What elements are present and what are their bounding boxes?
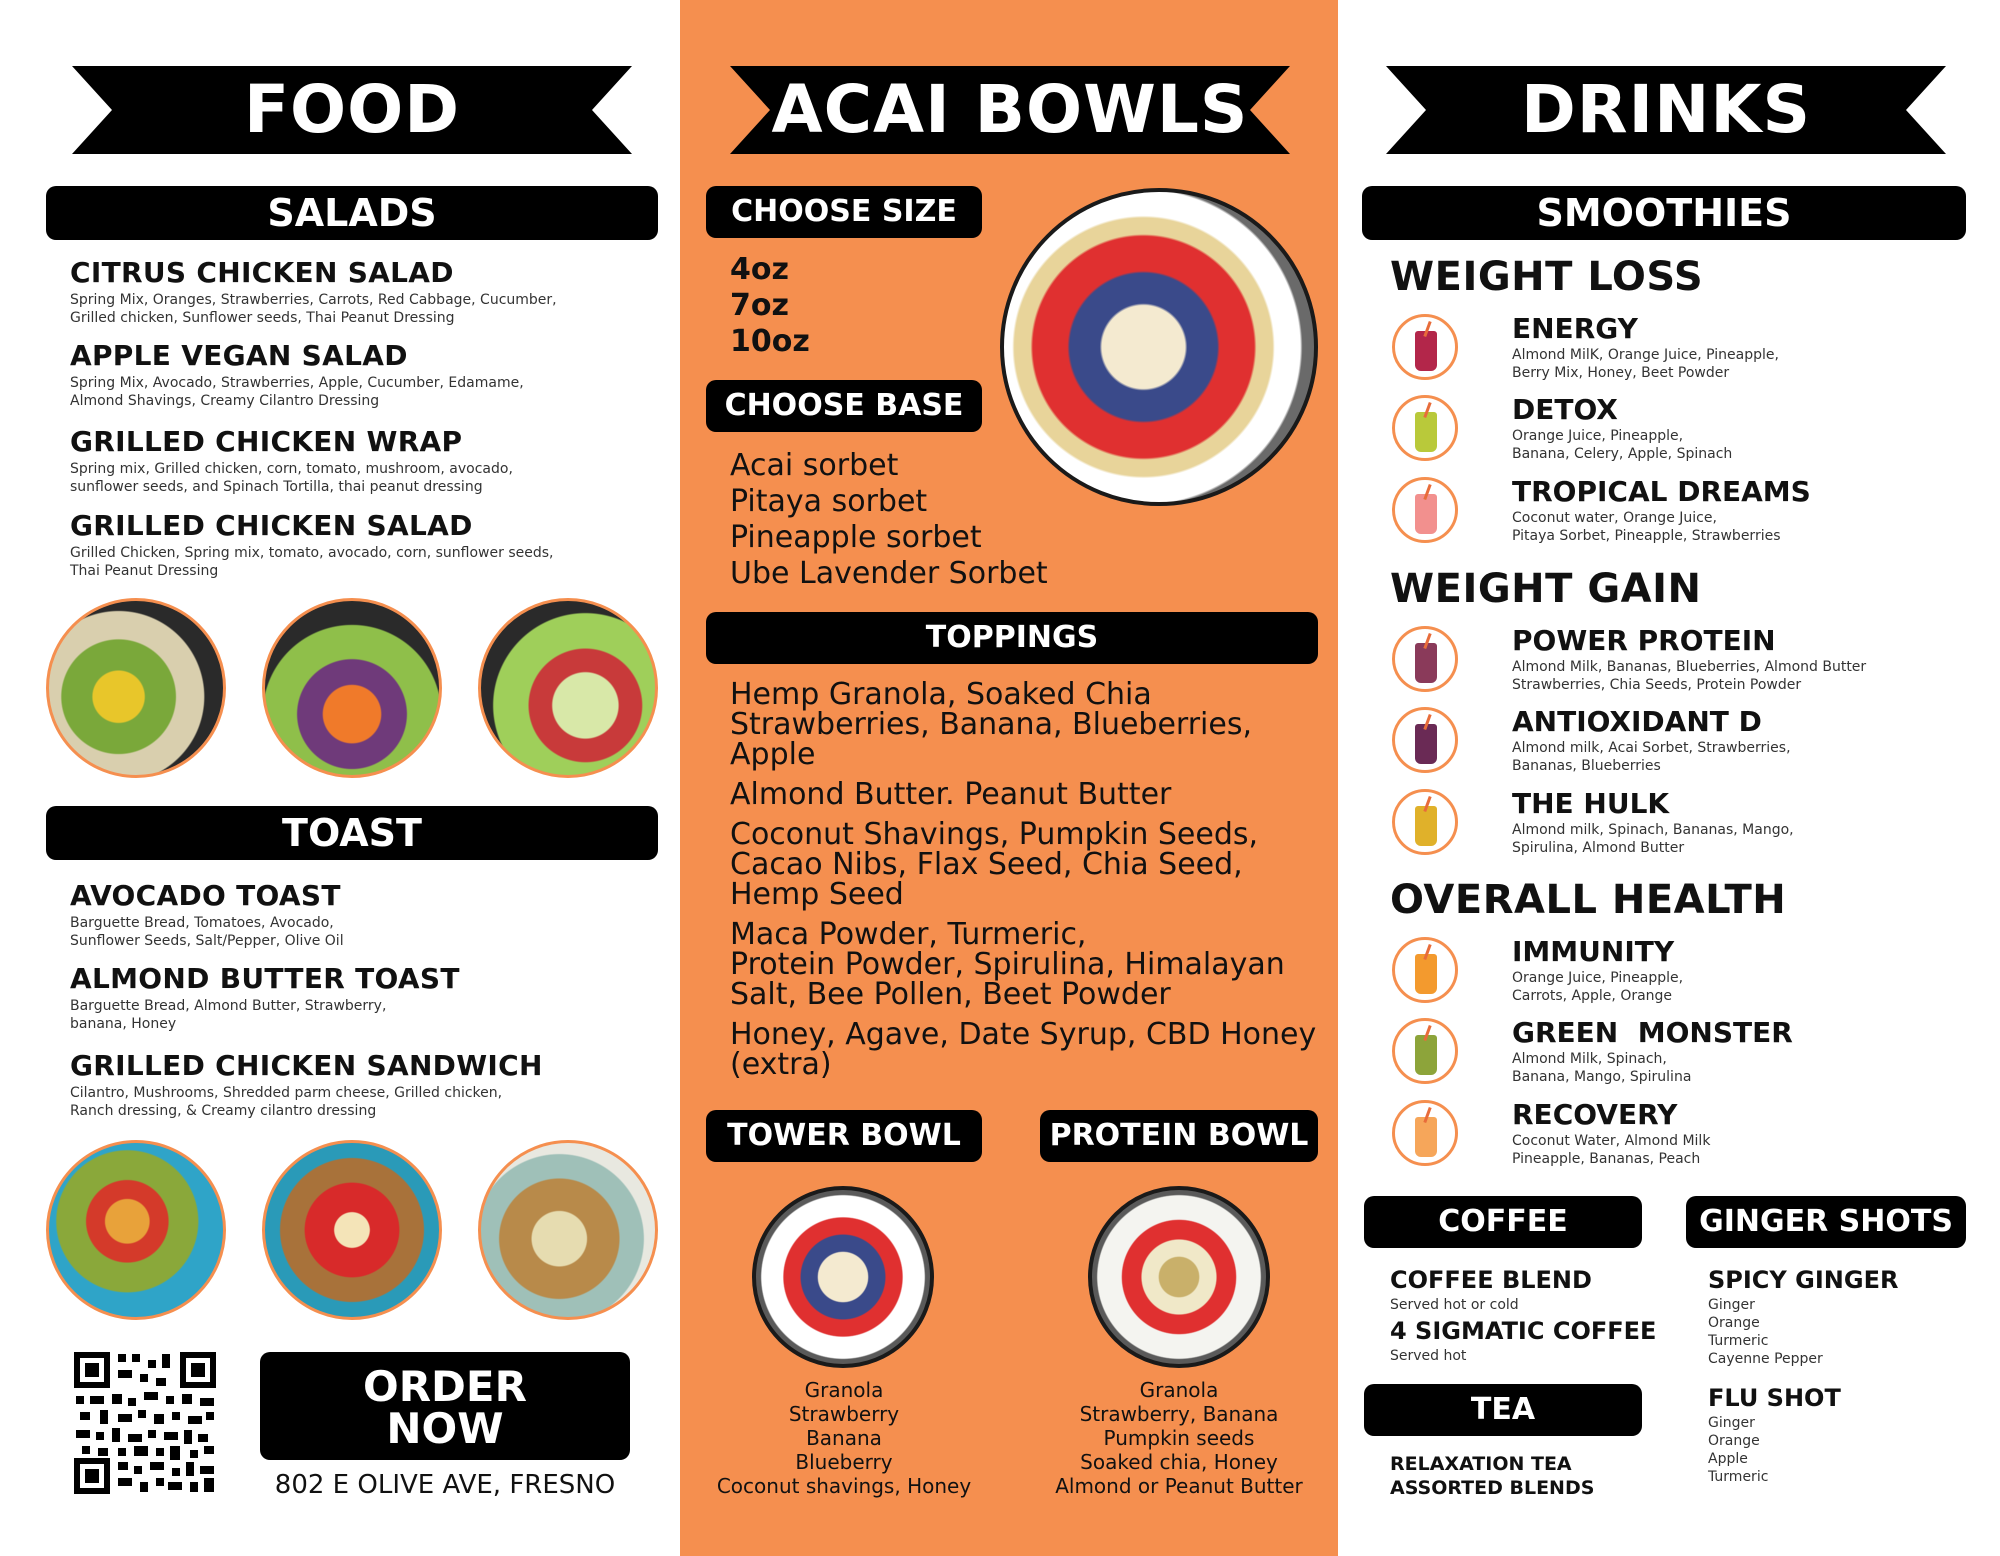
weight-loss-title: WEIGHT LOSS xyxy=(1390,254,1704,300)
base-option: Ube Lavender Sorbet xyxy=(730,556,1048,591)
coffee-desc: Served hot or cold xyxy=(1390,1297,1519,1313)
base-option: Acai sorbet xyxy=(730,448,899,483)
drinks-banner-title: DRINKS xyxy=(1520,71,1812,148)
acai-banner-title: ACAI BOWLS xyxy=(771,71,1249,148)
salad-desc: Spring mix, Grilled chicken, corn, tomato, mushroom, avocado, sunflower seeds, and Spinach Tortilla, thai peanut dressing xyxy=(70,461,513,495)
tea-header: TEA xyxy=(1364,1384,1642,1436)
smoothie-cup-icon xyxy=(1392,395,1458,461)
smoothie-desc: Almond milk, Spinach, Bananas, Mango, Spirulina, Almond Butter xyxy=(1512,822,1794,856)
smoothie-cup-icon xyxy=(1392,477,1458,543)
smoothie-cup-icon xyxy=(1392,314,1458,380)
drinks-banner xyxy=(1386,66,1946,154)
smoothie-title: DETOX xyxy=(1512,393,1618,426)
qr-code-image xyxy=(72,1350,218,1496)
toast-photo xyxy=(262,1140,442,1320)
salad-photo xyxy=(262,598,442,778)
address: 802 E OLIVE AVE, FRESNO xyxy=(274,1470,616,1500)
smoothie-title: RECOVERY xyxy=(1512,1098,1678,1131)
smoothie-title: ANTIOXIDANT D xyxy=(1512,705,1762,738)
food-banner xyxy=(72,66,632,154)
order-now-line: ORDER xyxy=(363,1362,527,1411)
tea-list xyxy=(1390,1452,1594,1500)
ginger-shot-desc: Ginger Orange Turmeric Cayenne Pepper xyxy=(1708,1297,1823,1367)
salad-title: CITRUS CHICKEN SALAD xyxy=(70,256,454,289)
smoothie-title: THE HULK xyxy=(1512,787,1670,820)
salad-desc: Spring Mix, Oranges, Strawberries, Carrots, Red Cabbage, Cucumber, Grilled chicken, Sunflower seeds, Thai Peanut Dressing xyxy=(70,292,557,326)
smoothie-title: GREEN MONSTER xyxy=(1512,1016,1793,1049)
smoothie-desc: Almond milk, Acai Sorbet, Strawberries, Bananas, Blueberries xyxy=(1512,740,1791,774)
salad-title: GRILLED CHICKEN SALAD xyxy=(70,509,473,542)
smoothie-title: POWER PROTEIN xyxy=(1512,624,1776,657)
overall-health-title: OVERALL HEALTH xyxy=(1390,877,1787,923)
toppings-header: TOPPINGS xyxy=(706,612,1318,664)
smoothie-title: IMMUNITY xyxy=(1512,935,1675,968)
food-banner-title: FOOD xyxy=(243,71,461,148)
toppings-list xyxy=(730,677,1320,1082)
smoothie-cup-icon xyxy=(1392,626,1458,692)
base-option: Pitaya sorbet xyxy=(730,484,928,519)
toast-title: ALMOND BUTTER TOAST xyxy=(70,962,460,995)
toast-title: GRILLED CHICKEN SANDWICH xyxy=(70,1049,543,1082)
smoothie-desc: Almond Milk, Bananas, Blueberries, Almond Butter Strawberries, Chia Seeds, Protein Powder xyxy=(1512,659,1867,693)
order-now-button[interactable] xyxy=(260,1352,630,1460)
size-option: 10oz xyxy=(730,324,810,359)
smoothie-cup-icon xyxy=(1392,1018,1458,1084)
smoothie-desc: Orange Juice, Pineapple, Banana, Celery, Apple, Spinach xyxy=(1512,428,1733,462)
acai-bowl-photo xyxy=(1000,188,1318,506)
toast-title: AVOCADO TOAST xyxy=(70,879,341,912)
coffee-desc: Served hot xyxy=(1390,1348,1467,1364)
salad-desc: Grilled Chicken, Spring mix, tomato, avocado, corn, sunflower seeds, Thai Peanut Dressing xyxy=(70,545,554,579)
topping-group: Coconut Shavings, Pumpkin Seeds, Cacao Nibs, Flax Seed, Chia Seed, Hemp Seed xyxy=(730,817,1259,912)
topping-group: Maca Powder, Turmeric, Protein Powder, Spirulina, Himalayan Salt, Bee Pollen, Beet Powder xyxy=(730,917,1285,1012)
smoothie-cup-icon xyxy=(1392,937,1458,1003)
smoothie-desc: Almond MilK, Orange Juice, Pineapple, Berry Mix, Honey, Beet Powder xyxy=(1512,347,1779,381)
tea-item: ASSORTED BLENDS xyxy=(1390,1477,1595,1499)
salads-header: SALADS xyxy=(46,186,658,240)
smoothie-cup-icon xyxy=(1392,1100,1458,1166)
ginger-shots-header: GINGER SHOTS xyxy=(1686,1196,1966,1248)
choose-base-header: CHOOSE BASE xyxy=(706,380,982,432)
protein-bowl-header: PROTEIN BOWL xyxy=(1040,1110,1318,1162)
base-option: Pineapple sorbet xyxy=(730,520,982,555)
size-option: 4oz xyxy=(730,252,789,287)
choose-size-header: CHOOSE SIZE xyxy=(706,186,982,238)
protein-bowl-items: Granola Strawberry, Banana Pumpkin seeds Soaked chia, Honey Almond or Peanut Butter xyxy=(1055,1378,1303,1498)
topping-group: Almond Butter. Peanut Butter xyxy=(730,777,1172,812)
salad-title: GRILLED CHICKEN WRAP xyxy=(70,425,463,458)
base-list xyxy=(730,448,1048,592)
smoothies-header: SMOOTHIES xyxy=(1362,186,1966,240)
ginger-shot-desc: Ginger Orange Apple Turmeric xyxy=(1708,1415,1769,1485)
toast-desc: Cilantro, Mushrooms, Shredded parm cheese, Grilled chicken, Ranch dressing, & Creamy cilantro dressing xyxy=(70,1085,503,1119)
smoothie-cup-icon xyxy=(1392,707,1458,773)
ginger-shot-title: SPICY GINGER xyxy=(1708,1266,1899,1294)
toast-photo xyxy=(46,1140,226,1320)
salad-desc: Spring Mix, Avocado, Strawberries, Apple, Cucumber, Edamame, Almond Shavings, Creamy Cilantro Dressing xyxy=(70,375,524,409)
toast-photo xyxy=(478,1140,658,1320)
topping-group: Hemp Granola, Soaked Chia Strawberries, Banana, Blueberries, Apple xyxy=(730,677,1253,772)
smoothie-desc: Coconut Water, Almond Milk Pineapple, Bananas, Peach xyxy=(1512,1133,1711,1167)
toast-desc: Barguette Bread, Tomatoes, Avocado, Sunflower Seeds, Salt/Pepper, Olive Oil xyxy=(70,915,344,949)
tower-bowl-photo xyxy=(752,1186,934,1368)
smoothie-desc: Coconut water, Orange Juice, Pitaya Sorbet, Pineapple, Strawberries xyxy=(1512,510,1781,544)
smoothie-desc: Almond Milk, Spinach, Banana, Mango, Spirulina xyxy=(1512,1051,1692,1085)
topping-group: Honey, Agave, Date Syrup, CBD Honey (extra) xyxy=(730,1017,1317,1082)
smoothie-cup-icon xyxy=(1392,789,1458,855)
tea-item: RELAXATION TEA xyxy=(1390,1453,1572,1475)
tower-bowl-items: Granola Strawberry Banana Blueberry Coconut shavings, Honey xyxy=(716,1378,972,1498)
smoothie-desc: Orange Juice, Pineapple, Carrots, Apple, Orange xyxy=(1512,970,1684,1004)
smoothie-title: TROPICAL DREAMS xyxy=(1512,475,1811,508)
acai-banner xyxy=(730,66,1290,154)
qr-code[interactable] xyxy=(72,1350,218,1496)
ginger-shot-title: FLU SHOT xyxy=(1708,1384,1841,1412)
coffee-header: COFFEE xyxy=(1364,1196,1642,1248)
salad-photo xyxy=(478,598,658,778)
order-now-line: NOW xyxy=(386,1404,504,1453)
toast-header: TOAST xyxy=(46,806,658,860)
salad-title: APPLE VEGAN SALAD xyxy=(70,339,408,372)
salad-photo xyxy=(46,598,226,778)
tower-bowl-header: TOWER BOWL xyxy=(706,1110,982,1162)
toast-desc: Barguette Bread, Almond Butter, Strawberry, banana, Honey xyxy=(70,998,387,1032)
weight-gain-title: WEIGHT GAIN xyxy=(1390,566,1702,612)
size-option: 7oz xyxy=(730,288,789,323)
smoothie-title: ENERGY xyxy=(1512,312,1638,345)
coffee-title: COFFEE BLEND xyxy=(1390,1266,1592,1294)
coffee-title: 4 SIGMATIC COFFEE xyxy=(1390,1317,1657,1345)
size-list xyxy=(730,252,810,360)
protein-bowl-photo xyxy=(1088,1186,1270,1368)
